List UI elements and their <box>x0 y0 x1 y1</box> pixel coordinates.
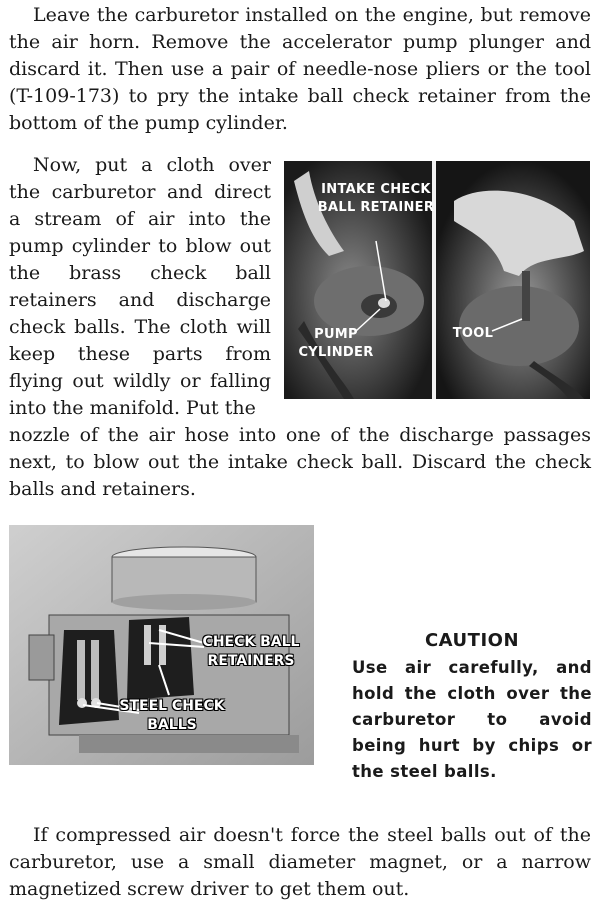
label-pump-cylinder: PUMP CYLINDER <box>298 327 374 360</box>
label-steel-check-balls: STEEL CHECK BALLS <box>119 698 225 733</box>
paragraph-intro: Leave the carburetor installed on the engine, but remove the air horn. Remove the accelerator pump plunger and discard it. Then use a pair of needle-nose pliers or the tool (T-109-173) to pry the intake ball check retainer from the bottom of the pump cylinder. <box>9 4 591 134</box>
carburetor-cutaway-diagram <box>9 525 314 765</box>
carburetor-photo <box>284 161 590 399</box>
caution-body: Use air carefully, and hold the cloth over the carburetor to avoid being hurt by chips or the steel balls. <box>352 658 592 781</box>
label-tool: TOOL <box>452 326 494 341</box>
caution-box <box>352 630 592 785</box>
caution-title: CAUTION <box>424 630 520 651</box>
paragraph-air-blow: Now, put a cloth over the carburetor and direct a stream of air into the pump cylinder to blow out the brass check ball retainers and discharge check balls. The cloth will keep these parts from flying out wildly or falling into the manifold. Put the <box>9 154 271 419</box>
label-intake-check-ball-retainer: INTAKE CHECK BALL RETAINER <box>317 182 435 215</box>
paragraph-magnet: If compressed air doesn't force the steel balls out of the carburetor, use a small diameter magnet, or a narrow magnetized screw driver to get them out. <box>9 824 591 900</box>
paragraph-air-blow-continued: nozzle of the air hose into one of the discharge passages next, to blow out the intake check ball. Discard the check balls and retainers. <box>9 424 591 500</box>
label-check-ball-retainers: CHECK BALL RETAINERS <box>202 634 300 669</box>
